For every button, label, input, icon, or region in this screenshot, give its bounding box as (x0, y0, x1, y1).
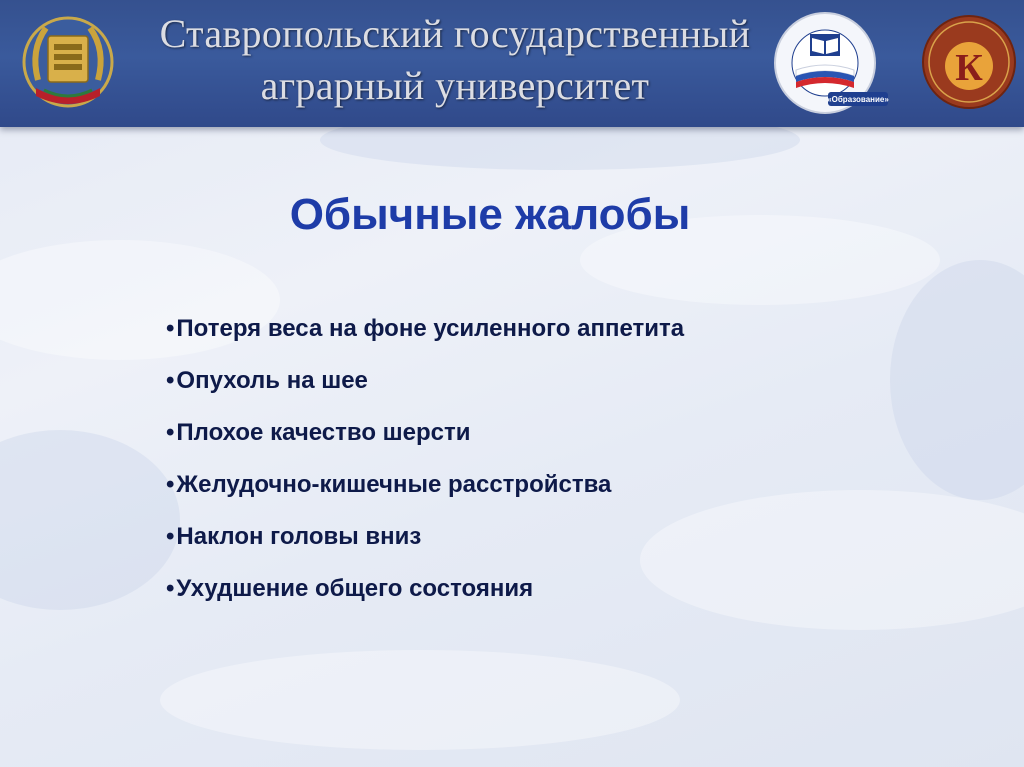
complaints-list (166, 316, 684, 628)
list-item-text: Ухудшение общего состояния (176, 575, 534, 602)
bullet-marker: • (166, 367, 175, 394)
list-item-text: Опухоль на шее (176, 367, 368, 394)
list-item-text: Желудочно-кишечные расстройства (176, 471, 612, 498)
obrazovanie-emblem-icon (760, 10, 890, 116)
bullet-marker: • (166, 315, 175, 342)
list-item-text: Наклон головы вниз (176, 523, 422, 550)
list-item-text: Потеря веса на фоне усиленного аппетита (176, 315, 685, 342)
obrazovanie-banner: «Образование» (827, 95, 889, 104)
bullet-marker: • (166, 471, 175, 498)
list-item (166, 420, 684, 446)
university-title-line1: Ставропольский государственный (159, 11, 751, 56)
quality-award-emblem-icon (920, 10, 1018, 116)
list-item (166, 316, 684, 342)
award-letter: К (955, 47, 983, 89)
list-item (166, 576, 684, 602)
university-emblem-icon (16, 10, 120, 114)
header-band (0, 0, 1024, 127)
bullet-marker: • (166, 523, 175, 550)
list-item (166, 524, 684, 550)
list-item (166, 472, 684, 498)
university-title-line2: аграрный университет (260, 63, 650, 108)
bullet-marker: • (166, 575, 175, 602)
bullet-marker: • (166, 419, 175, 446)
university-title (150, 8, 760, 112)
slide-title: Обычные жалобы (289, 190, 691, 239)
list-item-text: Плохое качество шерсти (176, 419, 471, 446)
list-item (166, 368, 684, 394)
